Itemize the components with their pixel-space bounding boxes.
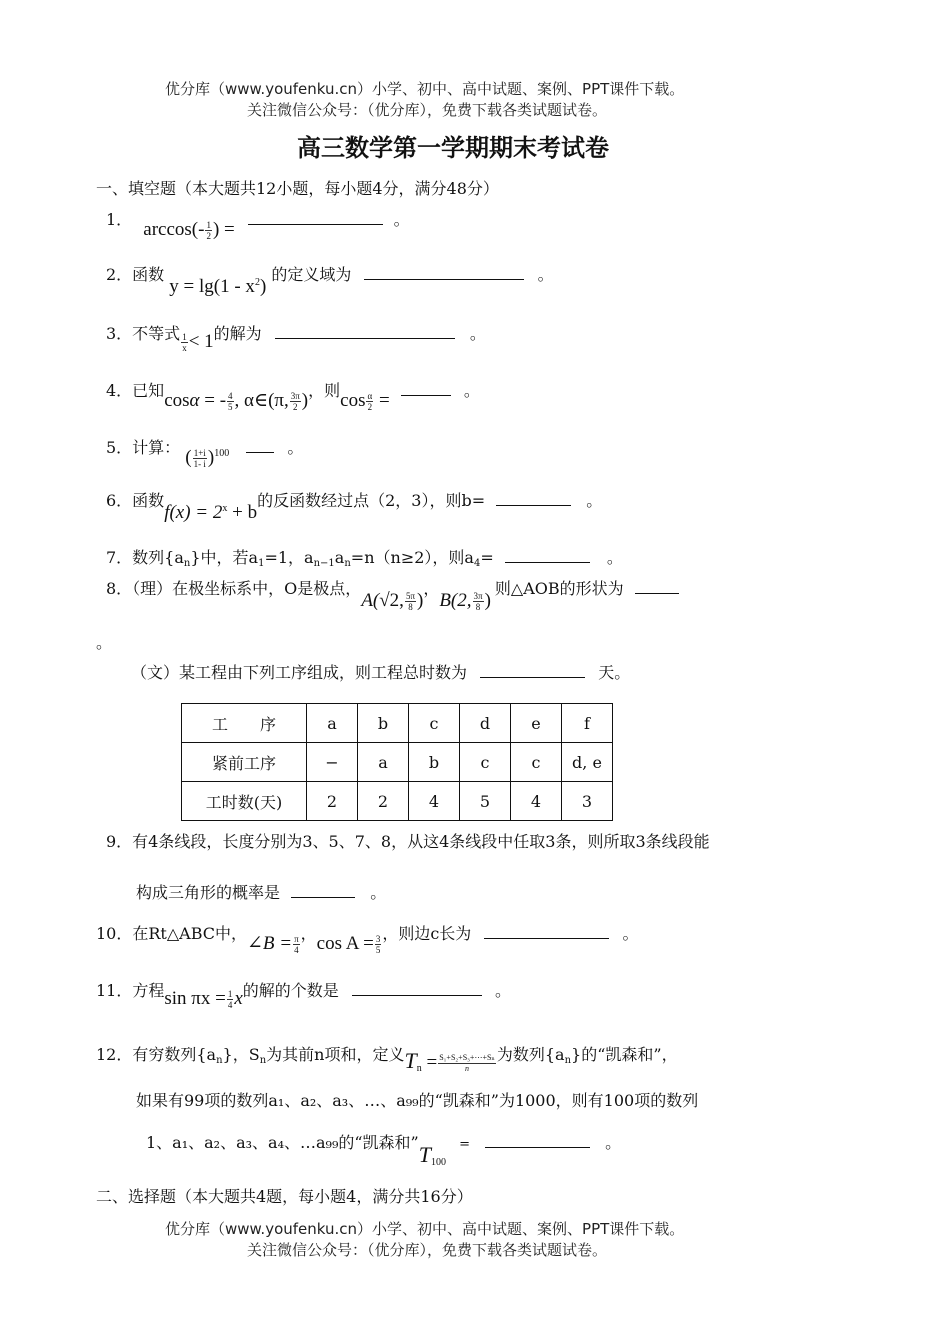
table-cell: e xyxy=(511,704,562,743)
question-2 xyxy=(106,262,554,297)
q12-end: 。 xyxy=(605,1133,622,1152)
q8-a-end: ) xyxy=(416,590,424,611)
q12-label: 12．有穷数列{a xyxy=(96,1045,217,1064)
q2-answer-blank[interactable] xyxy=(364,265,524,280)
table-cell: c xyxy=(511,743,562,782)
q10-answer-blank[interactable] xyxy=(484,924,609,939)
q3-label: 3．不等式 xyxy=(106,324,181,343)
q5-f-den: 1- i xyxy=(193,459,206,470)
q2-expression xyxy=(169,276,266,297)
q4-eq: = - xyxy=(204,390,227,411)
q8-fa-num: 5π xyxy=(405,591,415,602)
q5-label: 5．计算： xyxy=(106,438,181,457)
q12-f-num: S₁+S₂+S₃+⋯+Sₙ xyxy=(439,1053,495,1063)
q3-expression xyxy=(180,331,213,352)
table-cell: 工时数(天) xyxy=(182,782,307,821)
q4-end: 。 xyxy=(463,381,480,400)
q4-then: ，则 xyxy=(308,381,341,400)
q1-end: 。 xyxy=(393,210,410,229)
q1-number: 1． xyxy=(106,210,133,229)
q12-definition xyxy=(404,1048,496,1074)
table-cell: 2 xyxy=(358,782,409,821)
q4-cos: cos xyxy=(164,390,190,411)
q12-line3-text: 1、a₁、a₂、a₃、a₄、…a₉₉的“凯森和” xyxy=(146,1133,419,1152)
q4-frac-2 xyxy=(290,391,301,412)
q10-label: 10．在Rt△ABC中， xyxy=(96,924,247,943)
q7-answer-blank[interactable] xyxy=(505,548,590,563)
q4-f1-num: 4 xyxy=(228,391,233,402)
q11-text: 的解的个数是 xyxy=(242,981,339,1000)
table-cell: − xyxy=(307,743,358,782)
table-cell: c xyxy=(409,704,460,743)
q12-fraction xyxy=(438,1053,496,1074)
q12-t-sub: n xyxy=(416,1063,422,1074)
question-5 xyxy=(106,435,304,470)
q1-fraction xyxy=(205,220,212,241)
q2-sup: 2 xyxy=(254,277,260,288)
q12-sub-n: n xyxy=(216,1055,223,1066)
q4-answer-blank[interactable] xyxy=(401,381,451,396)
q8w-answer-blank[interactable] xyxy=(480,663,585,678)
q9-answer-blank[interactable] xyxy=(291,883,355,898)
table-cell: d, e xyxy=(562,743,613,782)
q7-t4: =n（n≥2），则a xyxy=(350,548,474,567)
q8-label: 8．（理）在极坐标系中，O是极点， xyxy=(106,579,362,598)
q5-power: 100 xyxy=(214,448,230,459)
table-cell: b xyxy=(409,743,460,782)
q7-sub-n: n xyxy=(183,558,191,569)
table-row xyxy=(182,782,613,821)
q3-frac-den: x xyxy=(182,343,187,354)
q10-angle: ∠B = xyxy=(247,933,293,954)
table-cell: a xyxy=(307,704,358,743)
q8-fb-num: 3π xyxy=(473,591,483,602)
question-7 xyxy=(106,545,623,569)
q6-label: 6．函数 xyxy=(106,491,165,510)
q5-fraction xyxy=(193,448,207,469)
q7-sub-1: 1 xyxy=(258,558,265,569)
question-10 xyxy=(96,921,639,956)
q5-f-num: 1+i xyxy=(193,448,206,459)
q8-fb-den: 8 xyxy=(475,602,481,613)
footer-line-2: 关注微信公众号：（优分库），免费下载各类试题试卷。 xyxy=(247,1241,608,1259)
table-cell: 5 xyxy=(460,782,511,821)
q1-expr-text: arccos(- xyxy=(143,219,205,240)
q1-expr-end: ) = xyxy=(212,219,235,240)
q12-t3: 为数列{a xyxy=(496,1045,565,1064)
q12-eq: = xyxy=(426,1052,438,1073)
q8-b-end: ) xyxy=(484,590,491,611)
q2-expr-end: ) xyxy=(259,276,267,297)
q11-label: 11．方程 xyxy=(96,981,165,1000)
q4-f3-den: 2 xyxy=(367,402,373,413)
q8w-text: （文）某工程由下列工序组成，则工程总时数为 xyxy=(131,663,468,682)
q5-answer-blank[interactable] xyxy=(246,438,274,453)
q4-alpha: α xyxy=(189,390,200,411)
question-11 xyxy=(96,978,512,1011)
q1-frac-den: 2 xyxy=(206,231,211,242)
table-cell: 2 xyxy=(307,782,358,821)
q7-sub-4: 4 xyxy=(473,558,481,569)
table-cell: c xyxy=(460,743,511,782)
q9-text: 构成三角形的概率是 xyxy=(136,883,281,902)
q3-expr-end: < 1 xyxy=(188,331,214,352)
q12-t1: }，S xyxy=(222,1045,260,1064)
q10-end: 。 xyxy=(622,924,639,943)
q12-t4: }的“凯森和”， xyxy=(571,1045,678,1064)
q8-text: 则△AOB的形状为 xyxy=(494,579,624,598)
q12-eq2: = xyxy=(459,1137,470,1152)
question-3 xyxy=(106,321,486,354)
q8-fa-den: 8 xyxy=(408,602,413,613)
q8-end: 。 xyxy=(96,633,113,652)
question-9-line-1: 9．有4条线段，长度分别为3、5、7、8，从这4条线段中任取3条，则所取3条线段能 xyxy=(106,832,710,851)
q8-sqrt: √2, xyxy=(379,590,404,611)
q11-answer-blank[interactable] xyxy=(352,981,482,996)
q3-fraction xyxy=(181,332,188,353)
question-8-wen xyxy=(131,660,630,683)
question-1 xyxy=(106,207,410,242)
section-1-heading: 一、填空题（本大题共12小题，每小题4分，满分48分） xyxy=(96,179,499,198)
q12-t2-symbol: T xyxy=(418,1142,431,1167)
q8-point-b xyxy=(439,590,491,611)
q10-expression-2 xyxy=(317,933,383,954)
q1-frac-num: 1 xyxy=(206,220,211,231)
q12-t-symbol: T xyxy=(404,1048,417,1073)
q5-end: 。 xyxy=(287,438,304,457)
q11-f-den: 4 xyxy=(227,1000,233,1011)
q7-label: 7．数列{a xyxy=(106,548,184,567)
table-row xyxy=(182,704,613,743)
q7-sub-n2: n xyxy=(344,558,351,569)
section-2-heading: 二、选择题（本大题共4题，每小题4，满分共16分） xyxy=(96,1187,473,1206)
question-12-line-1 xyxy=(96,1040,678,1074)
table-cell: a xyxy=(358,743,409,782)
question-12-line-2: 如果有99项的数列a₁、a₂、a₃、…、a₉₉的“凯森和”为1000，则有100项的数列 xyxy=(136,1091,699,1110)
q4-cos-2: cos xyxy=(340,390,366,411)
footer-line-1: 优分库（www.youfenku.cn）小学、初中、高中试题、案例、PPT课件下载。 xyxy=(165,1220,685,1238)
q2-text: 的定义域为 xyxy=(271,265,352,284)
q6-sup: x xyxy=(222,503,228,514)
q4-frac-3 xyxy=(366,391,373,412)
q4-interval-end: ) xyxy=(301,390,309,411)
q8w-end: 天。 xyxy=(598,663,631,682)
q4-f3-num: α xyxy=(367,391,373,402)
q11-fraction xyxy=(227,989,234,1010)
q12-t2: 为其前n项和，定义 xyxy=(266,1045,405,1064)
q3-frac-num: 1 xyxy=(182,332,187,343)
q7-t1: }中，若a xyxy=(190,548,259,567)
q7-t3: a xyxy=(334,548,345,567)
table-cell: 4 xyxy=(511,782,562,821)
q6-answer-blank[interactable] xyxy=(496,491,571,506)
q10-f2-den: 5 xyxy=(375,945,381,956)
q6-expression xyxy=(164,502,257,523)
table-cell: 4 xyxy=(409,782,460,821)
q10-f1-num: π xyxy=(294,934,299,945)
q11-expr-text: sin πx = xyxy=(164,988,226,1009)
table-cell: 紧前工序 xyxy=(182,743,307,782)
q2-expr-text: y = lg(1 - x xyxy=(169,276,255,297)
q3-end: 。 xyxy=(469,324,486,343)
question-6 xyxy=(106,488,603,523)
q4-f1-den: 5 xyxy=(228,402,233,413)
q10-f1-den: 4 xyxy=(294,945,299,956)
q10-frac-1 xyxy=(293,934,300,955)
q12-t100 xyxy=(418,1142,446,1168)
q4-frac-1 xyxy=(227,391,234,412)
q8-point-a xyxy=(361,590,423,611)
q12-sub-n2: n xyxy=(259,1055,267,1066)
q3-answer-blank[interactable] xyxy=(275,324,455,339)
q6-expr-text: f(x) = 2 xyxy=(164,502,223,523)
table-cell: f xyxy=(562,704,613,743)
question-4 xyxy=(106,378,480,413)
table-cell: 工 序 xyxy=(182,704,307,743)
q8-frac-a xyxy=(405,591,416,612)
q8-answer-blank[interactable] xyxy=(635,579,679,594)
q8-sep: ， xyxy=(423,579,440,598)
q8-b-label: B(2, xyxy=(439,590,472,611)
q7-t2: =1，a xyxy=(264,548,314,567)
q11-end: 。 xyxy=(495,981,512,1000)
q12-f-den: n xyxy=(465,1064,470,1074)
q4-f2-den: 2 xyxy=(293,402,298,413)
q6-end: 。 xyxy=(586,491,603,510)
q1-answer-blank[interactable] xyxy=(248,210,383,225)
q7-t5: = xyxy=(480,548,494,567)
question-9-line-2 xyxy=(136,880,386,903)
q10-cos: cos A = xyxy=(316,933,374,954)
q4-f2-num: 3π xyxy=(290,391,300,402)
table-cell: b xyxy=(358,704,409,743)
q1-expression xyxy=(143,219,239,240)
q10-text: ，则边c长为 xyxy=(382,924,472,943)
q7-end: 。 xyxy=(606,548,623,567)
q12-sub-n3: n xyxy=(564,1055,572,1066)
q4-label: 4．已知 xyxy=(106,381,165,400)
q6-expr-end: + b xyxy=(232,502,258,523)
header-line-1: 优分库（www.youfenku.cn）小学、初中、高中试题、案例、PPT课件下载。 xyxy=(165,80,685,98)
q8-a-label: A( xyxy=(361,590,380,611)
q7-sub-n1: n−1 xyxy=(313,558,335,569)
q10-f2-num: 3 xyxy=(375,934,381,945)
question-8 xyxy=(106,576,679,613)
q12-answer-blank[interactable] xyxy=(485,1133,590,1148)
q8-frac-b xyxy=(473,591,484,612)
table-row xyxy=(182,743,613,782)
table-cell: 3 xyxy=(562,782,613,821)
q12-t2-sub: 100 xyxy=(430,1157,446,1168)
table-cell: d xyxy=(460,704,511,743)
q11-expression xyxy=(164,988,242,1009)
q5-expression: ( $\frac{1+i}{1- i}$ )$^{100}$ xyxy=(185,447,230,470)
q11-f-num: 1 xyxy=(227,989,233,1000)
q4-expression-2 xyxy=(340,390,390,411)
page-title: 高三数学第一学期期末考试卷 xyxy=(297,134,609,162)
process-table xyxy=(181,703,613,821)
q10-frac-2 xyxy=(375,934,382,955)
q10-expression-1 xyxy=(247,933,301,954)
question-12-line-3 xyxy=(146,1128,622,1168)
q3-text: 的解为 xyxy=(213,324,262,343)
q2-end: 。 xyxy=(537,265,554,284)
q9-end: 。 xyxy=(370,883,387,902)
q10-sep: ， xyxy=(300,924,317,943)
q6-text: 的反函数经过点（2，3），则b= xyxy=(257,491,486,510)
q11-x: x xyxy=(234,988,243,1009)
header-line-2: 关注微信公众号：（优分库），免费下载各类试题试卷。 xyxy=(247,101,608,119)
q4-expression xyxy=(164,390,308,411)
q2-label: 2．函数 xyxy=(106,265,165,284)
q4-eq-2: = xyxy=(378,390,390,411)
q4-interval: , α∈(π, xyxy=(234,390,289,411)
